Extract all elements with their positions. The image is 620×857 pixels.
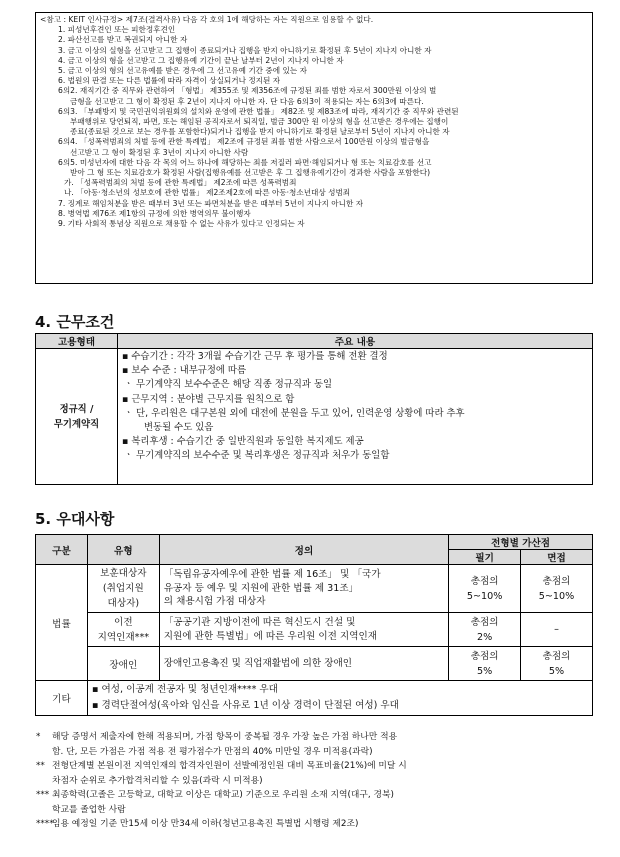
type-line: 지역인재*** — [97, 631, 150, 643]
section5-title: 5. 우대사항 — [35, 510, 115, 528]
definition-disabled: 장애인고용촉진 및 직업재활법에 의한 장애인 — [159, 647, 448, 681]
footnote-line: 함. 단, 모든 가점은 가점 적용 전 평가점수가 만점의 40% 미만일 경우 미적용(과락) — [52, 746, 373, 757]
reference-box — [35, 12, 593, 284]
category-law: 법률 — [36, 565, 88, 681]
sub-location-note: ㆍ 단, 우리원은 대구본원 외에 대전에 분원을 두고 있어, 인력운영 상황에 따라 추후 — [122, 407, 588, 421]
table-row — [36, 681, 593, 716]
table-row — [36, 647, 593, 681]
type-local-talent — [87, 613, 159, 647]
written-local-talent — [449, 613, 521, 647]
footnote-mark: * — [36, 732, 41, 742]
bonus-line: 5% — [476, 665, 493, 677]
bullet-welfare: ▪ 복리후생 : 수습기간 중 일반직원과 동일한 복지제도 제공 — [122, 435, 588, 449]
reference-item: 4. 금고 이상의 형을 선고받고 그 집행유예 기간이 끝난 날부터 2년이 지나지 아니한 자 — [58, 55, 344, 65]
sub-location-note-cont: 변동될 수도 있음 — [144, 422, 214, 434]
section4-title: 4. 근무조건 — [35, 313, 115, 331]
reference-item: 나. 「아동·청소년의 성보호에 관한 법률」 제2조제2호에 따른 아동·청소년대상 성범죄 — [64, 188, 351, 198]
bonus-line: 총점의 — [470, 616, 499, 628]
row-content — [118, 349, 593, 485]
definition-line: 의 채용시험 가점 대상자 — [163, 596, 266, 608]
footnote-line: 차점자 순위로 추가합격처리할 수 있음(과락 시 미적용) — [52, 775, 263, 786]
sub-welfare-note: ㆍ 무기계약직의 보수수준 및 복리후생은 정규직과 처우가 동일함 — [122, 449, 588, 463]
bullet-salary: ▪ 보수 수준 : 내부규정에 따름 — [122, 364, 588, 378]
sub-salary-note: ㆍ 무기계약직 보수수준은 해당 직종 정규직과 동일 — [122, 378, 588, 392]
row-label-line: 무기계약직 — [53, 418, 100, 430]
bonus-line: 총점의 — [470, 650, 499, 662]
bonus-line: 5% — [548, 665, 565, 677]
footnotes — [36, 730, 592, 832]
row-label — [36, 349, 118, 485]
definition-line: 지원에 관한 특별법」에 따른 우리원 이전 지역인재 — [163, 630, 377, 642]
reference-item: 6. 법원의 판결 또는 다른 법률에 따라 자격이 상실되거나 정지된 자 — [58, 76, 281, 86]
definition-line: 「독립유공자예우에 관한 법률 제 16조」 및 「국가 — [163, 569, 381, 581]
header-type: 유형 — [87, 535, 159, 565]
category-etc: 기타 — [36, 681, 88, 716]
footnote — [36, 817, 592, 832]
reference-item: 가. 「성폭력범죄의 처벌 등에 관한 특례법」 제2조에 따른 성폭력범죄 — [64, 178, 297, 188]
table-header-row — [36, 334, 593, 349]
etc-content — [87, 681, 592, 716]
footnote-line: 해당 증명서 제출자에 한해 적용되며, 가점 항목이 중복될 경우 가장 높은 가점 하나만 적용 — [52, 732, 398, 742]
footnote-mark: ** — [36, 761, 45, 771]
etc-line: ▪ 여성, 이공계 전공자 및 청년인재**** 우대 — [92, 682, 588, 698]
footnote — [36, 788, 592, 817]
bullet-location: ▪ 근무지역 : 분야별 근무지를 원칙으로 함 — [122, 393, 588, 407]
reference-item: 8. 병역법 제76조 제1항의 규정에 의한 병역의무 불이행자 — [58, 208, 251, 218]
reference-item: 2. 파산선고를 받고 복권되지 아니한 자 — [58, 35, 188, 45]
header-definition: 정의 — [159, 535, 448, 565]
reference-title: <참고 : KEIT 인사규정> 제7조(결격사유) 다음 각 호의 1에 해당하는 자는 직원으로 임용할 수 없다. — [40, 15, 374, 24]
reference-item: 9. 기타 사회적 통념상 직원으로 채용할 수 없는 사유가 있다고 인정되는 자 — [58, 219, 305, 229]
footnote-mark: *** — [36, 790, 50, 800]
definition-local-talent — [159, 613, 448, 647]
bonus-line: 총점의 — [542, 575, 571, 587]
reference-item: 3. 금고 이상의 실형을 선고받고 그 집행이 종료되거나 집행을 받지 아니하기로 확정된 후 5년이 지나지 아니한 자 — [58, 45, 432, 55]
written-disabled — [449, 647, 521, 681]
header-category: 구분 — [36, 535, 88, 565]
type-line: 보훈대상자 — [100, 568, 147, 579]
bonus-line: 총점의 — [470, 575, 499, 587]
work-conditions-table — [35, 333, 593, 485]
header-main-content: 주요 내용 — [118, 334, 593, 349]
table-row — [36, 565, 593, 613]
written-veteran — [449, 565, 521, 613]
reference-item: 6의2. 재직기간 중 직무와 관련하여 「형법」 제355조 및 제356조에 규정된 죄를 범한 자로서 300만원 이상의 벌 — [58, 86, 437, 96]
etc-line: ▪ 경력단절여성(육아와 임신을 사유로 1년 이상 경력이 단절된 여성) 우대 — [92, 698, 588, 714]
definition-veteran — [159, 565, 448, 613]
bonus-line: 총점의 — [542, 650, 571, 662]
footnote-line: 전형단계별 본원이전 지역인재의 합격자인원이 선발예정인원 대비 목표비율(21%)에 미달 시 — [52, 761, 407, 771]
table-header-row — [36, 535, 593, 550]
reference-item: 1. 피성년후견인 또는 피한정후견인 — [58, 25, 176, 35]
definition-line: 유공자 등 예우 및 지원에 관한 법률 제 31조」 — [163, 582, 359, 594]
footnote-line: 임용 예정일 기준 만15세 이상 만34세 이하(청년고용촉진 특별법 시행령 제2조) — [52, 819, 359, 829]
reference-item: 7. 징계로 해임처분을 받은 때부터 3년 또는 파면처분을 받은 때부터 5년이 지나지 아니한 자 — [58, 198, 364, 208]
header-interview: 면접 — [521, 550, 593, 565]
footnote — [36, 759, 592, 788]
type-veteran — [87, 565, 159, 613]
reference-item: 받아 그 형 또는 치료감호가 확정된 사람(집행유예를 선고받은 후 그 집행유예기간이 경과한 사람을 포함한다) — [70, 168, 431, 178]
reference-item: 금형을 선고받고 그 형이 확정된 후 2년이 지나지 아니한 자. 단 다음 6의3이 적용되는 자는 6의3에 따른다. — [70, 96, 424, 106]
reference-item: 5. 금고 이상의 형의 선고유예를 받은 경우에 그 선고유예 기간 중에 있는 자 — [58, 66, 307, 76]
reference-item: 6의4. 「성폭력범죄의 처벌 등에 관한 특례법」 제2조에 규정된 죄를 범한 사람으로서 100만원 이상의 벌금형을 — [58, 137, 430, 147]
interview-veteran — [521, 565, 593, 613]
type-line: 대상자) — [107, 598, 140, 609]
reference-item: 부패행위로 당연퇴직, 파면, 또는 해임된 공직자로서 퇴직일, 벌금 300만 원 이상의 형을 선고받은 경우에는 집행이 — [70, 117, 449, 127]
footnote-line: 최종학력(고졸은 고등학교, 대학교 이상은 대학교) 기준으로 우리원 소재 지역(대구, 경북) — [52, 790, 394, 800]
type-line: 이전 — [114, 616, 133, 628]
header-employment-type: 고용형태 — [36, 334, 118, 349]
reference-item: 6의5. 미성년자에 대한 다음 각 목의 어느 하나에 해당하는 죄를 저질러 파면·해임되거나 형 또는 치료감호를 선고 — [58, 157, 432, 167]
type-disabled: 장애인 — [87, 647, 159, 681]
bonus-line: 5~10% — [538, 590, 575, 602]
reference-item: 종료(종료된 것으로 보는 경우를 포함한다)되거나 집행을 받지 아니하기로 확정된 날로부터 5년이 지나지 아니한 자 — [70, 127, 450, 137]
preferences-table — [35, 534, 593, 716]
row-label-line: 정규직 / — [59, 403, 94, 415]
interview-local-talent: – — [521, 613, 593, 647]
footnote — [36, 730, 592, 759]
type-line: (취업지원 — [102, 583, 144, 594]
table-row — [36, 349, 593, 485]
footnote-line: 학교를 졸업한 사람 — [52, 804, 126, 815]
header-written: 필기 — [449, 550, 521, 565]
table-row — [36, 613, 593, 647]
bullet-probation: ▪ 수습기간 : 각각 3개월 수습기간 근무 후 평가를 통해 전환 결정 — [122, 350, 588, 364]
definition-line: 「공공기관 지방이전에 따른 혁신도시 건설 및 — [163, 617, 356, 628]
reference-item: 선고받고 그 형이 확정된 후 3년이 지나지 아니한 사람 — [70, 147, 249, 157]
bonus-line: 5~10% — [466, 590, 503, 602]
interview-disabled — [521, 647, 593, 681]
footnote-mark: **** — [36, 819, 54, 829]
bonus-line: 2% — [476, 631, 493, 643]
header-bonus: 전형별 가산점 — [449, 535, 593, 550]
reference-item: 6의3. 「부패방지 및 국민권익위원회의 설치와 운영에 관한 법률」 제82조 및 제83조에 따라, 재직기간 중 직무와 관련된 — [58, 106, 459, 116]
